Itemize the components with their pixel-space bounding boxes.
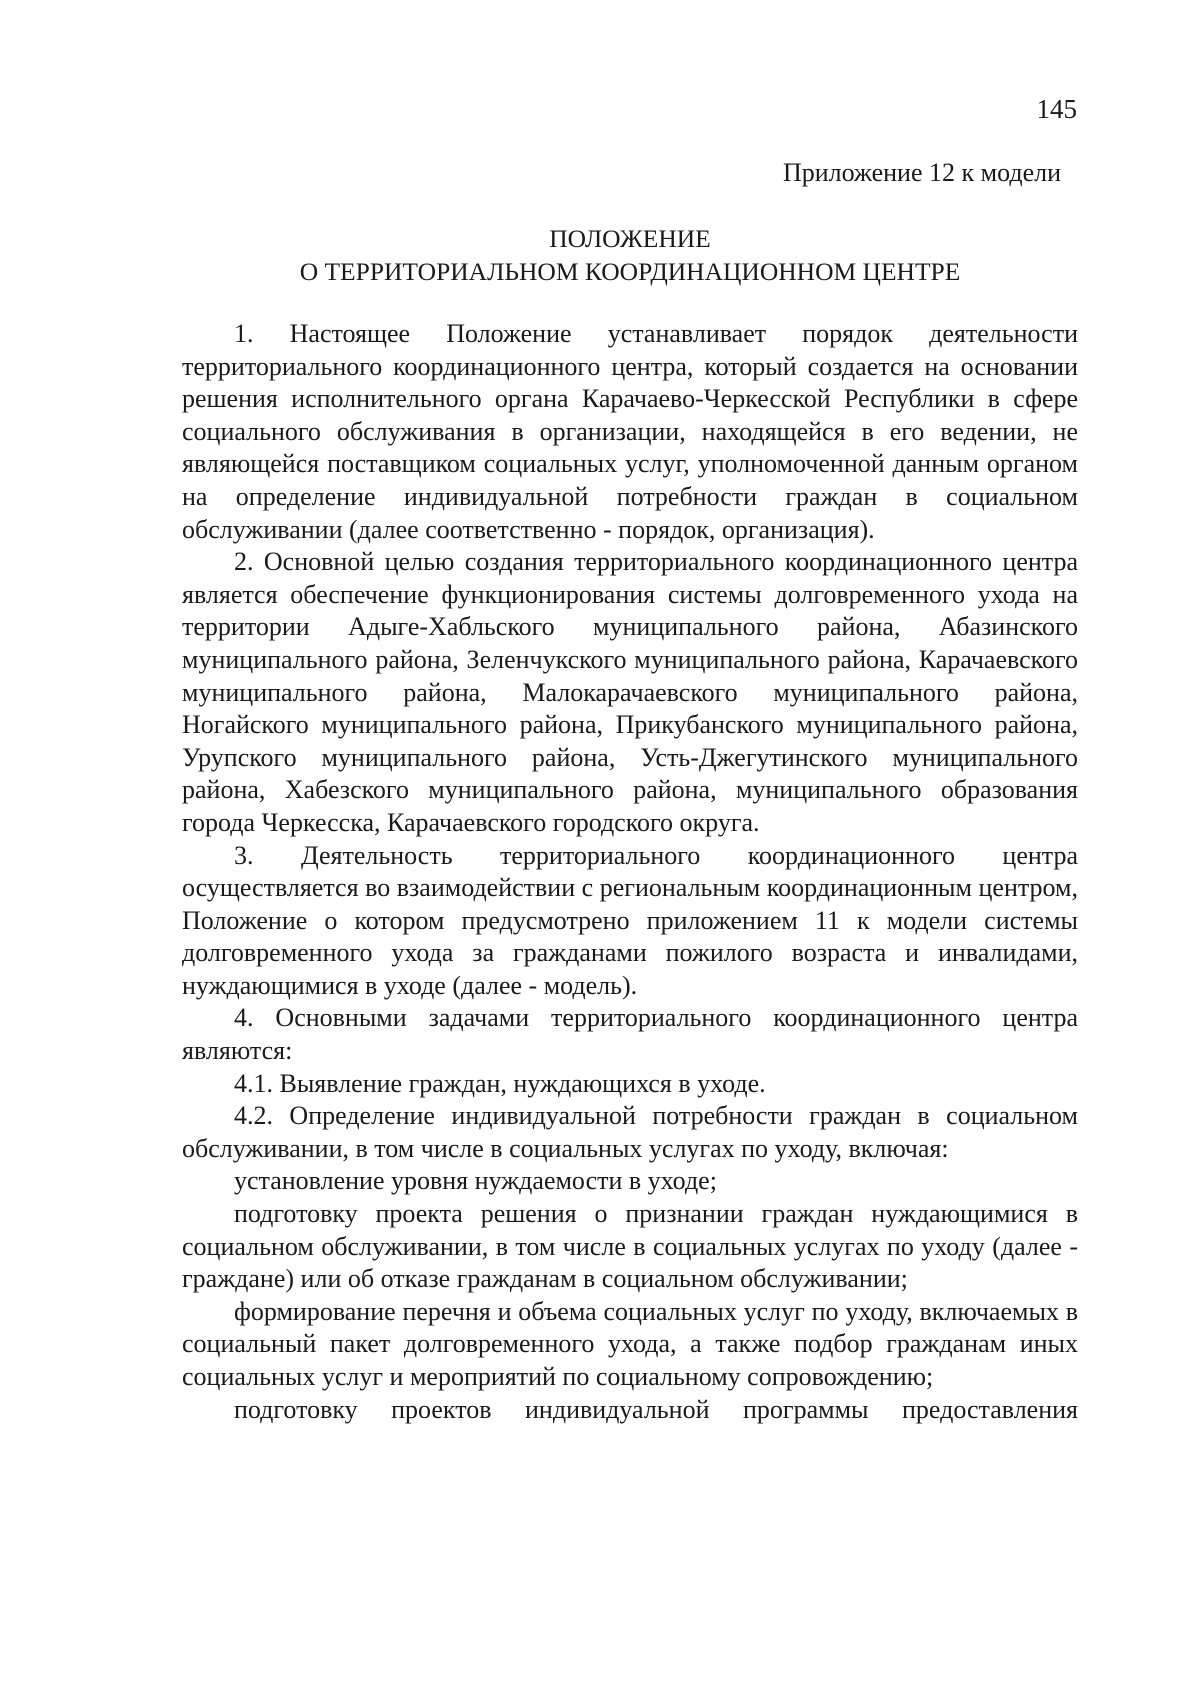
page-number: 145: [1036, 94, 1077, 124]
paragraph-3: 3. Деятельность территориального координационного центра осуществляется во взаимодействии с региональным координационным центром, Положение о котором предусмотрено приложением 11 к модели системы долговременного ухода за гражданами пожилого возраста и инвалидами, нуждающимися в уходе (далее - модель).: [182, 840, 1078, 1000]
title-line-1: ПОЛОЖЕНИЕ: [549, 224, 711, 253]
paragraph-4-1: 4.1. Выявление граждан, нуждающихся в уходе.: [234, 1068, 766, 1098]
paragraph-4-2: 4.2. Определение индивидуальной потребности граждан в социальном обслуживании, в том числе в социальных услугах по уходу, включая:: [182, 1101, 1078, 1163]
paragraph-1: 1. Настоящее Положение устанавливает порядок деятельности территориального координационного центра, который создается на основании решения исполнительного органа Карачаево-Черкесской Республики в сфере социального обслуживания в организации, находящейся в его ведении, не являющейся поставщиком социальных услуг, уполномоченной данным органом на определение индивидуальной потребности граждан в социальном обслуживании (далее соответственно - порядок, организация).: [182, 319, 1078, 544]
list-item-need-level: установление уровня нуждаемости в уходе;: [234, 1166, 717, 1196]
document-title: [182, 222, 1078, 288]
title-line-2: О ТЕРРИТОРИАЛЬНОМ КООРДИНАЦИОННОМ ЦЕНТРЕ: [299, 257, 961, 286]
list-item-individual-program: подготовку проектов индивидуальной программы предоставления: [234, 1394, 1078, 1424]
paragraph-4: 4. Основными задачами территориального координационного центра являются:: [182, 1003, 1078, 1066]
list-item-draft-decision: подготовку проекта решения о признании граждан нуждающимися в социальном обслуживании, в том числе в социальных услугах по уходу (далее - граждане) или об отказе гражданам в социальном обслуживании;: [182, 1199, 1078, 1294]
list-item-service-list: формирование перечня и объема социальных услуг по уходу, включаемых в социальный пакет долговременного ухода, а также подбор гражданам иных социальных услуг и мероприятий по социальному сопровождению;: [182, 1296, 1078, 1391]
document-body: [182, 318, 1078, 1426]
appendix-note: Приложение 12 к модели: [782, 158, 1061, 187]
paragraph-2: 2. Основной целью создания территориального координационного центра является обеспечение функционирования системы долговременного ухода на территории Адыге-Хабльского муниципального района, Абазинского муниципального района, Зеленчукского муниципального района, Карачаевского муниципального района, Малокарачаевского муниципального района, Ногайского муниципального района, Прикубанского муниципального района, Урупского муниципального района, Усть-Джегутинского муниципального района, Хабезского муниципального района, муниципального образования города Черкесска, Карачаевского городского округа.: [182, 547, 1078, 837]
